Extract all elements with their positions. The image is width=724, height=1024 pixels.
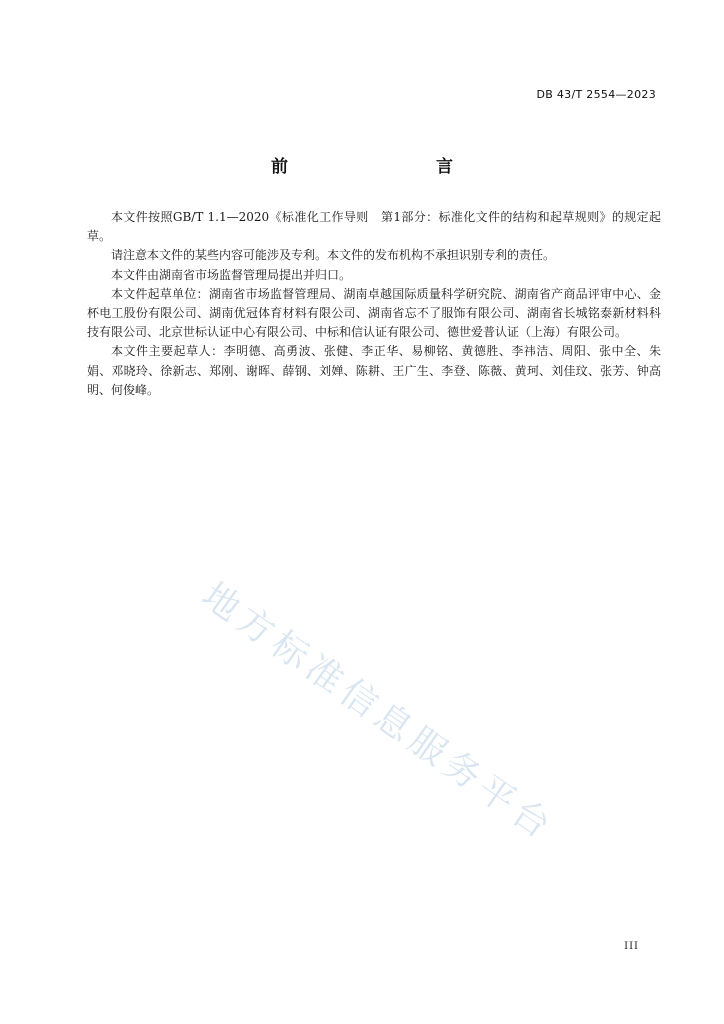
- paragraph-drafting-basis: 本文件按照GB/T 1.1—2020《标准化工作导则 第1部分：标准化文件的结构和起草规则》的规定起草。: [87, 210, 661, 244]
- watermark: 地方标准信息服务平台: [194, 575, 563, 850]
- paragraph-patent-notice: 请注意本文件的某些内容可能涉及专利。本文件的发布机构不承担识别专利的责任。: [111, 248, 556, 263]
- paragraph-proposer: 本文件由湖南省市场监督管理局提出并归口。: [111, 267, 352, 282]
- foreword-body: [87, 208, 661, 400]
- paragraph-drafters: 本文件主要起草人：李明德、高勇波、张健、李正华、易柳铭、黄德胜、李祎洁、周阳、张中全、朱娟、邓晓玲、徐新志、郑刚、谢晖、薛钢、刘婵、陈耕、王广生、李登、陈薇、黄珂、刘佳玟、张芳、钟高明、何俊峰。: [87, 344, 661, 397]
- page-number: III: [624, 941, 639, 952]
- standard-code: DB 43/T 2554—2023: [536, 88, 656, 101]
- page-title: 前 言: [271, 157, 491, 177]
- paragraph-drafting-units: 本文件起草单位：湖南省市场监督管理局、湖南卓越国际质量科学研究院、湖南省产商品评审中心、金杯电工股份有限公司、湖南优冠体育材料有限公司、湖南省忘不了服饰有限公司、湖南省长城铭泰新材料科技有限公司、北京世标认证中心有限公司、中标和信认证有限公司、德世爱普认证（上海）有限公司。: [87, 286, 661, 340]
